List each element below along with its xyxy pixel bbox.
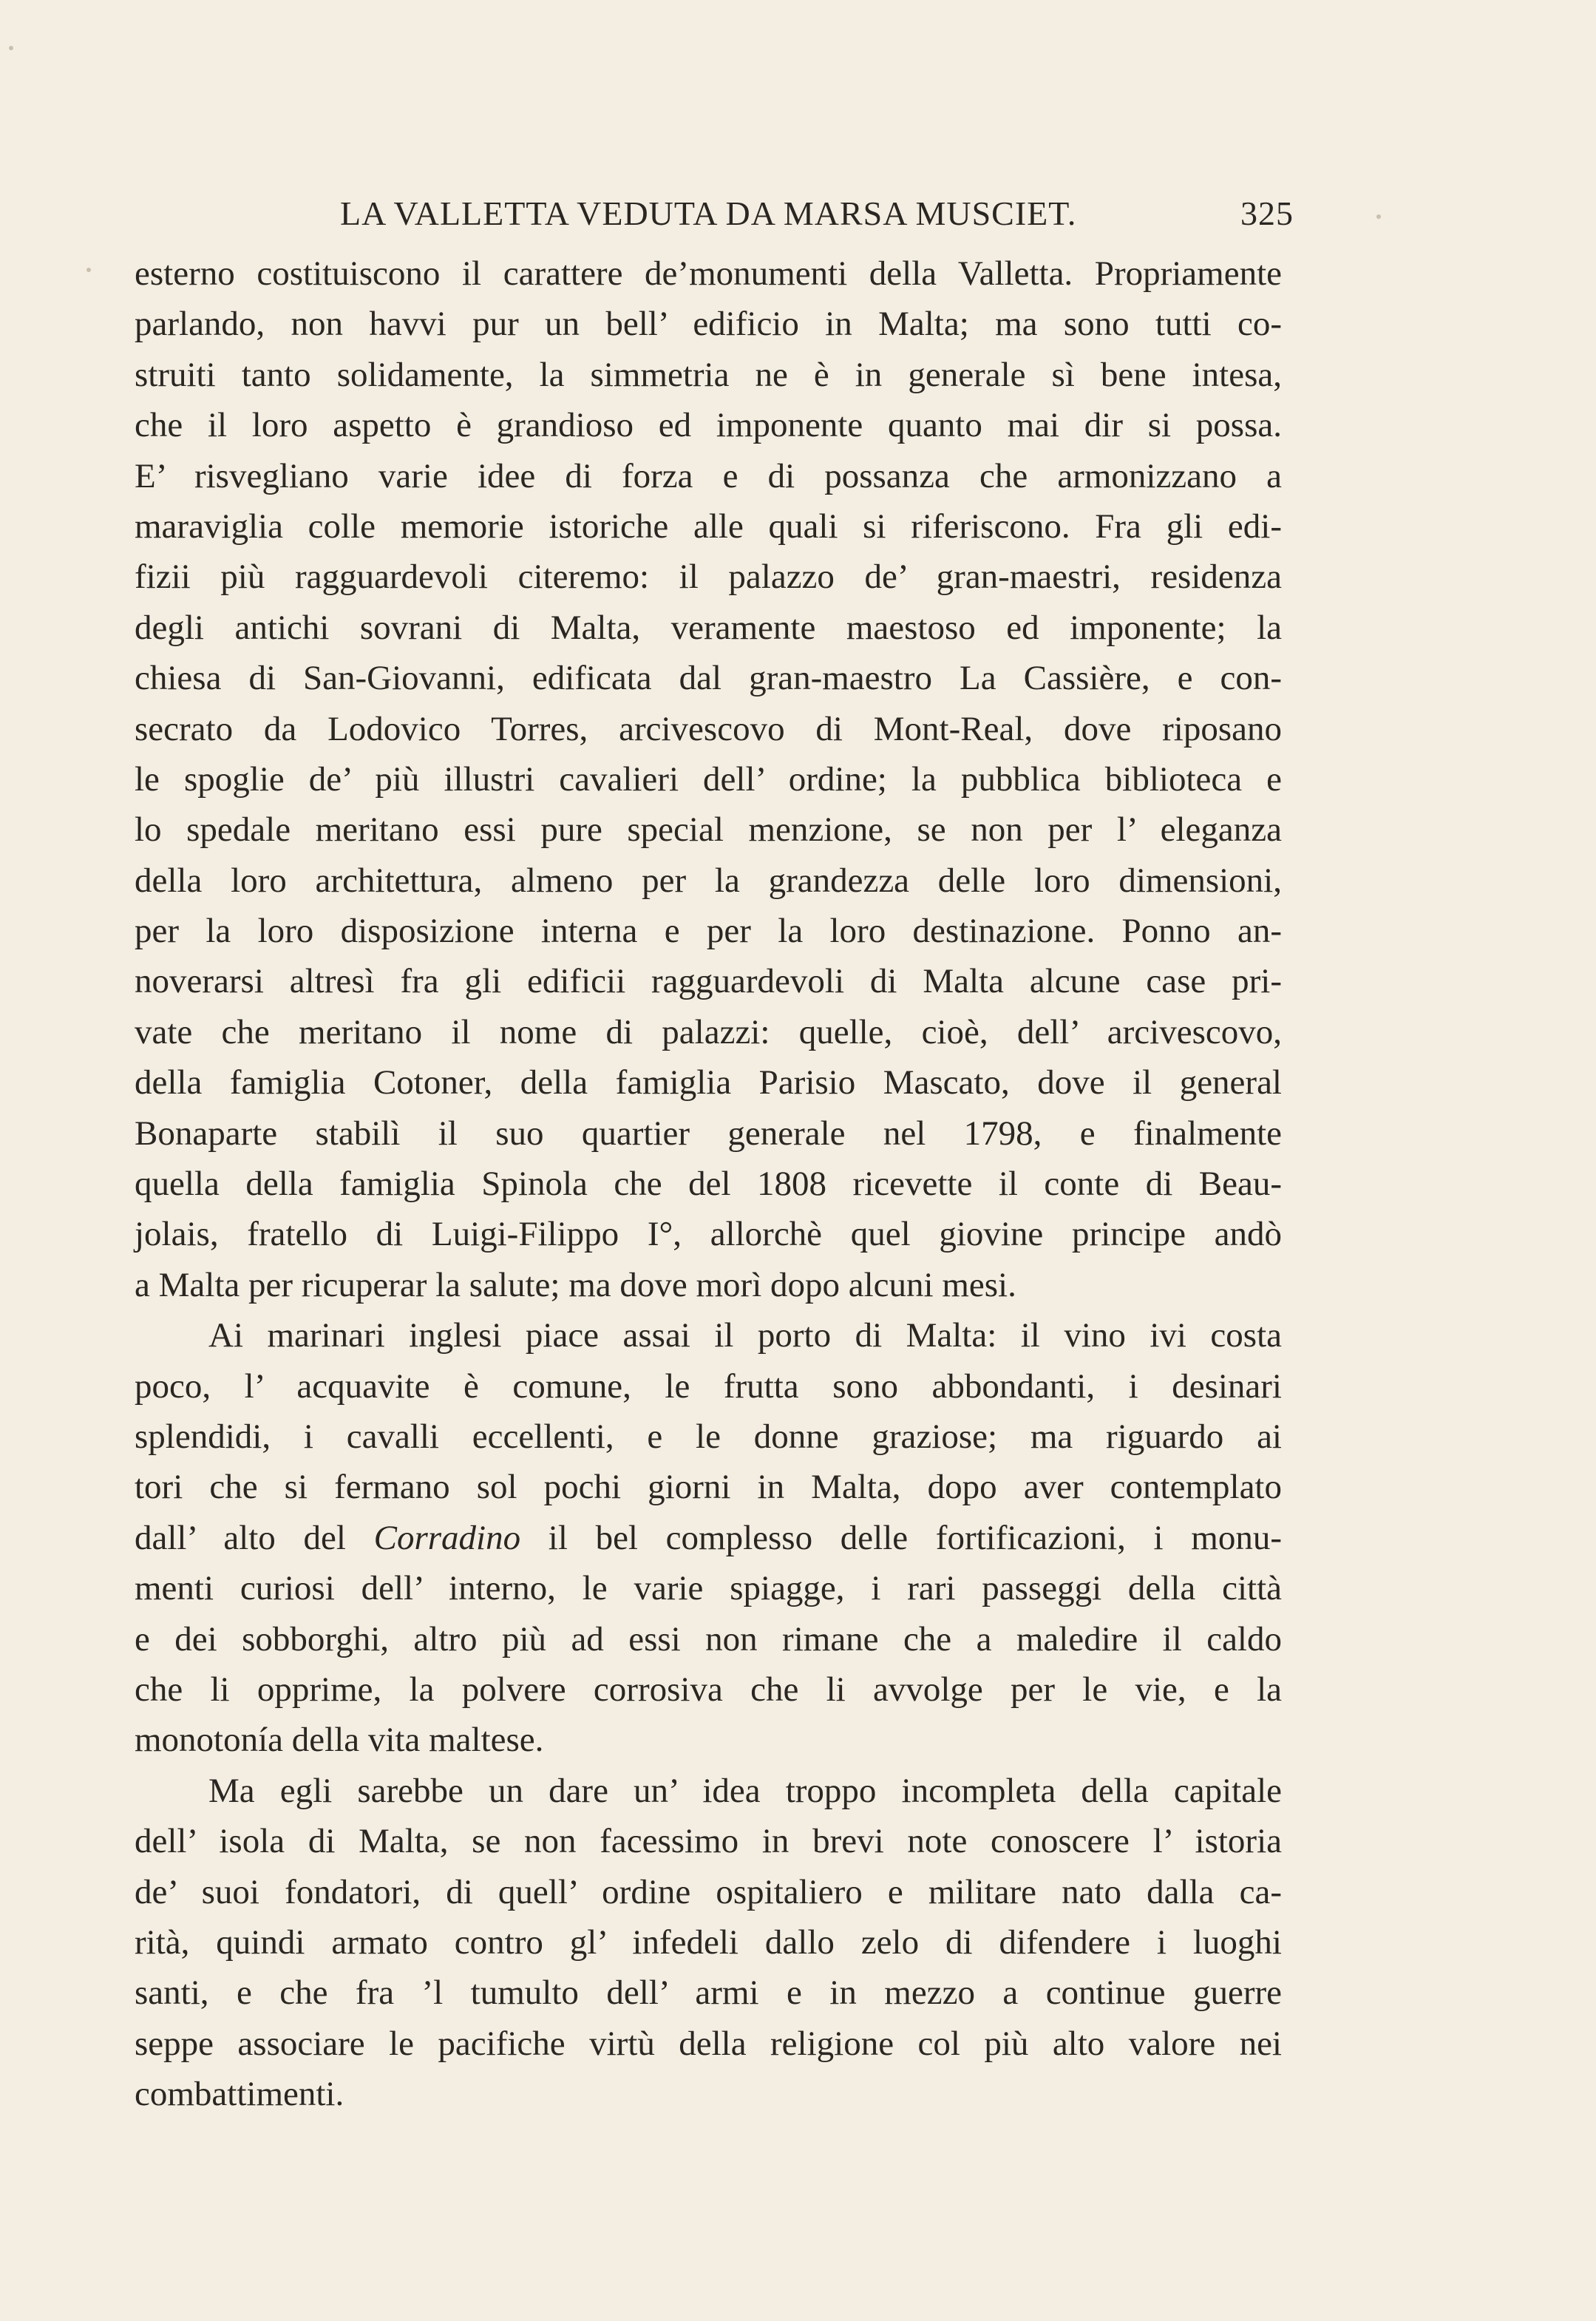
text-line: maraviglia colle memorie istoriche alle quali si riferiscono. Fra gli edi- [135,506,1282,546]
text-line: dell’ isola di Malta, se non facessimo in brevi note conoscere l’ istoria [135,1822,1282,1861]
paper-speck [9,46,13,50]
text-line: che il loro aspetto è grandioso ed imponente quanto mai dir si possa. [135,406,1282,445]
text-line: a Malta per ricuperar la salute; ma dove morì dopo alcuni mesi. [135,1265,1016,1304]
text-fragment: dall’ alto del [135,1518,374,1557]
paragraph-2 [135,1310,1282,1766]
text-line [135,1513,1282,1563]
body-text [135,248,1282,2119]
text-line: fizii più ragguardevoli citeremo: il palazzo de’ gran-maestri, residenza [135,558,1282,597]
text-line: che li opprime, la polvere corrosiva che li avvolge per le vie, e la [135,1670,1282,1709]
text-line: vate che meritano il nome di palazzi: quelle, cioè, dell’ arcivescovo, [135,1012,1282,1051]
paper-speck [86,268,91,272]
text-line: tori che si fermano sol pochi giorni in Malta, dopo aver contemplato [135,1468,1282,1507]
running-header [340,194,1294,245]
text-line: e dei sobborghi, altro più ad essi non rimane che a maledire il caldo [135,1619,1282,1658]
page-number: 325 [1240,194,1294,232]
text-line: parlando, non havvi pur un bell’ edificio in Malta; ma sono tutti co- [135,305,1282,344]
text-line: menti curiosi dell’ interno, le varie spiagge, i rari passeggi della città [135,1569,1282,1608]
text-line: lo spedale meritano essi pure special menzione, se non per l’ eleganza [135,810,1282,850]
text-line: struiti tanto solidamente, la simmetria ne è in generale sì bene intesa, [135,355,1282,394]
text-line: quella della famiglia Spinola che del 1808 ricevette il conte di Beau- [135,1165,1282,1204]
text-line: chiesa di San-Giovanni, edificata dal gran-maestro La Cassière, e con- [135,659,1282,698]
text-line: poco, l’ acquavite è comune, le frutta sono abbondanti, i desinari [135,1366,1282,1406]
text-line: della famiglia Cotoner, della famiglia Parisio Mascato, dove il general [135,1063,1282,1102]
text-line: de’ suoi fondatori, di quell’ ordine ospitaliero e militare nato dalla ca- [135,1872,1282,1911]
text-line: seppe associare le pacifiche virtù della religione col più alto valore nei [135,2024,1282,2063]
text-line: degli antichi sovrani di Malta, veramente maestoso ed imponente; la [135,608,1282,647]
text-line: noverarsi altresì fra gli edificii ragguardevoli di Malta alcune case pri- [135,962,1282,1001]
paragraph-1 [135,248,1282,1310]
text-line: secrato da Lodovico Torres, arcivescovo di Mont-Real, dove riposano [135,709,1282,748]
text-line: per la loro disposizione interna e per la loro destinazione. Ponno an- [135,912,1282,951]
text-line: Ma egli sarebbe un dare un’ idea troppo incompleta della capitale [208,1771,1282,1810]
paper-speck [1376,214,1381,219]
text-fragment: il bel complesso delle fortificazioni, i monu- [520,1518,1282,1557]
text-line: rità, quindi armato contro gl’ infedeli dallo zelo di difendere i luoghi [135,1922,1282,1962]
italic-place-name: Corradino [373,1518,521,1557]
text-line: le spoglie de’ più illustri cavalieri dell’ ordine; la pubblica biblioteca e [135,759,1282,799]
text-line: jolais, fratello di Luigi-Filippo I°, allorchè quel giovine principe andò [135,1215,1282,1254]
text-line: combattimenti. [135,2075,344,2114]
running-title: LA VALLETTA VEDUTA DA MARSA MUSCIET. [340,194,1077,232]
text-line: Bonaparte stabilì il suo quartier generale nel 1798, e finalmente [135,1114,1282,1153]
text-line: Ai marinari inglesi piace assai il porto di Malta: il vino ivi costa [208,1316,1282,1355]
text-line: della loro architettura, almeno per la grandezza delle loro dimensioni, [135,861,1282,900]
text-line: santi, e che fra ’l tumulto dell’ armi e in mezzo a continue guerre [135,1973,1282,2013]
text-line: E’ risvegliano varie idee di forza e di possanza che armonizzano a [135,456,1282,495]
text-line: splendidi, i cavalli eccellenti, e le donne graziose; ma riguardo ai [135,1417,1282,1456]
text-line: monotonía della vita maltese. [135,1721,544,1760]
text-line: esterno costituiscono il carattere de’monumenti della Valletta. Propriamente [135,254,1282,293]
paragraph-3 [135,1766,1282,2120]
